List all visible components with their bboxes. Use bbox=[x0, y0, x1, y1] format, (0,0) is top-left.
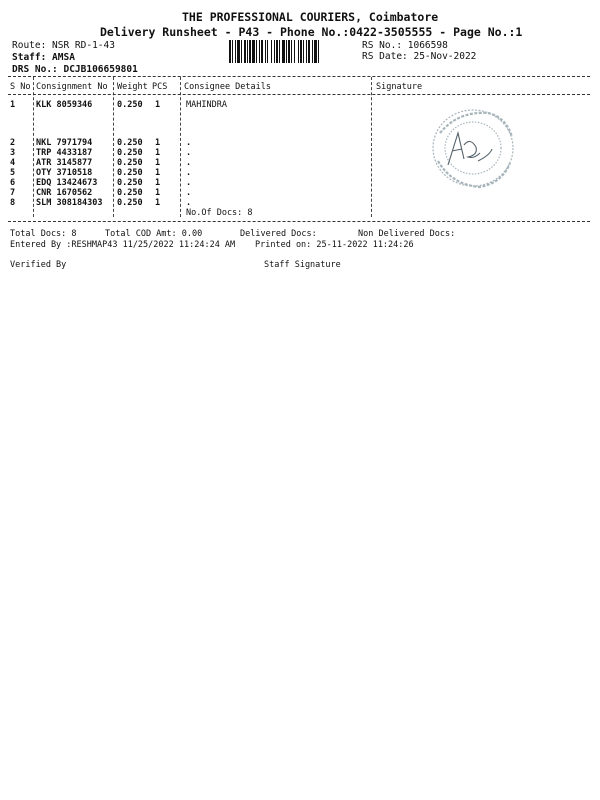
row-consignee: . bbox=[186, 198, 192, 208]
row-pcs: 1 bbox=[155, 158, 161, 168]
row-consignment-no: ATR 3145877 bbox=[36, 158, 93, 168]
row-pcs: 1 bbox=[155, 178, 161, 188]
runsheet-subtitle: Delivery Runsheet - P43 - Phone No.:0422-3505555 - Page No.:1 bbox=[100, 25, 523, 39]
total-docs: Total Docs: 8 bbox=[10, 229, 77, 239]
row-weight: 0.250 bbox=[117, 158, 143, 168]
delivered-docs: Delivered Docs: bbox=[240, 229, 317, 239]
row-sno: 3 bbox=[10, 148, 16, 158]
entered-by: Entered By :RESHMAP43 11/25/2022 11:24:24 AM bbox=[10, 240, 236, 250]
row-consignee: . bbox=[186, 178, 192, 188]
row-consignee: . bbox=[186, 138, 192, 148]
col-header-signature: Signature bbox=[376, 82, 423, 92]
row-pcs: 1 bbox=[155, 138, 161, 148]
non-delivered-docs: Non Delivered Docs: bbox=[358, 229, 456, 239]
table-top-rule bbox=[8, 76, 590, 77]
table-row bbox=[0, 198, 600, 209]
row-consignee: MAHINDRA bbox=[186, 100, 227, 110]
row-consignee: . bbox=[186, 168, 192, 178]
table-bottom-rule bbox=[8, 221, 590, 222]
row-weight: 0.250 bbox=[117, 198, 143, 208]
row-weight: 0.250 bbox=[117, 188, 143, 198]
row-sno: 2 bbox=[10, 138, 16, 148]
row-pcs: 1 bbox=[155, 148, 161, 158]
row-sno: 7 bbox=[10, 188, 16, 198]
row-weight: 0.250 bbox=[117, 148, 143, 158]
row-weight: 0.250 bbox=[117, 178, 143, 188]
row-consignment-no: CNR 1670562 bbox=[36, 188, 93, 198]
row-consignment-no: EDQ 13424673 bbox=[36, 178, 98, 188]
header-bottom-rule bbox=[8, 94, 590, 95]
col-header-pcs: PCS bbox=[152, 82, 168, 92]
row-sno: 6 bbox=[10, 178, 16, 188]
staff-signature-label: Staff Signature bbox=[264, 260, 341, 270]
row-pcs: 1 bbox=[155, 188, 161, 198]
row-sno: 5 bbox=[10, 168, 16, 178]
row-weight: 0.250 bbox=[117, 100, 143, 110]
row-pcs: 1 bbox=[155, 168, 161, 178]
col-header-weight: Weight bbox=[117, 82, 148, 92]
row-consignment-no: OTY 3710518 bbox=[36, 168, 93, 178]
no-of-docs: No.Of Docs: 8 bbox=[186, 208, 253, 218]
row-sno: 4 bbox=[10, 158, 16, 168]
rs-date: RS Date: 25-Nov-2022 bbox=[362, 51, 477, 62]
row-consignee: . bbox=[186, 148, 192, 158]
row-consignment-no: NKL 7971794 bbox=[36, 138, 93, 148]
row-weight: 0.250 bbox=[117, 168, 143, 178]
row-sno: 8 bbox=[10, 198, 16, 208]
total-cod-amount: Total COD Amt: 0.00 bbox=[105, 229, 203, 239]
row-consignment-no: SLM 308184303 bbox=[36, 198, 103, 208]
row-consignment-no: KLK 8059346 bbox=[36, 100, 93, 110]
row-consignee: . bbox=[186, 158, 192, 168]
drs-number: DRS No.: DCJB106659801 bbox=[12, 64, 138, 75]
row-consignee: . bbox=[186, 188, 192, 198]
col-header-consignment: Consignment No bbox=[36, 82, 108, 92]
staff-label: Staff: AMSA bbox=[12, 52, 75, 63]
col-header-sno: S No bbox=[10, 82, 31, 92]
printed-on: Printed on: 25-11-2022 11:24:26 bbox=[255, 240, 414, 250]
verified-by-label: Verified By bbox=[10, 260, 67, 270]
col-header-consignee: Consignee Details bbox=[184, 82, 271, 92]
row-sno: 1 bbox=[10, 100, 16, 110]
row-weight: 0.250 bbox=[117, 138, 143, 148]
company-title: THE PROFESSIONAL COURIERS, Coimbatore bbox=[182, 10, 439, 24]
rs-number: RS No.: 1066598 bbox=[362, 40, 448, 51]
route-label: Route: NSR RD-1-43 bbox=[12, 40, 115, 51]
company-seal-icon bbox=[418, 103, 528, 193]
row-pcs: 1 bbox=[155, 198, 161, 208]
runsheet-barcode bbox=[229, 40, 352, 63]
row-consignment-no: TRP 4433187 bbox=[36, 148, 93, 158]
row-pcs: 1 bbox=[155, 100, 161, 110]
